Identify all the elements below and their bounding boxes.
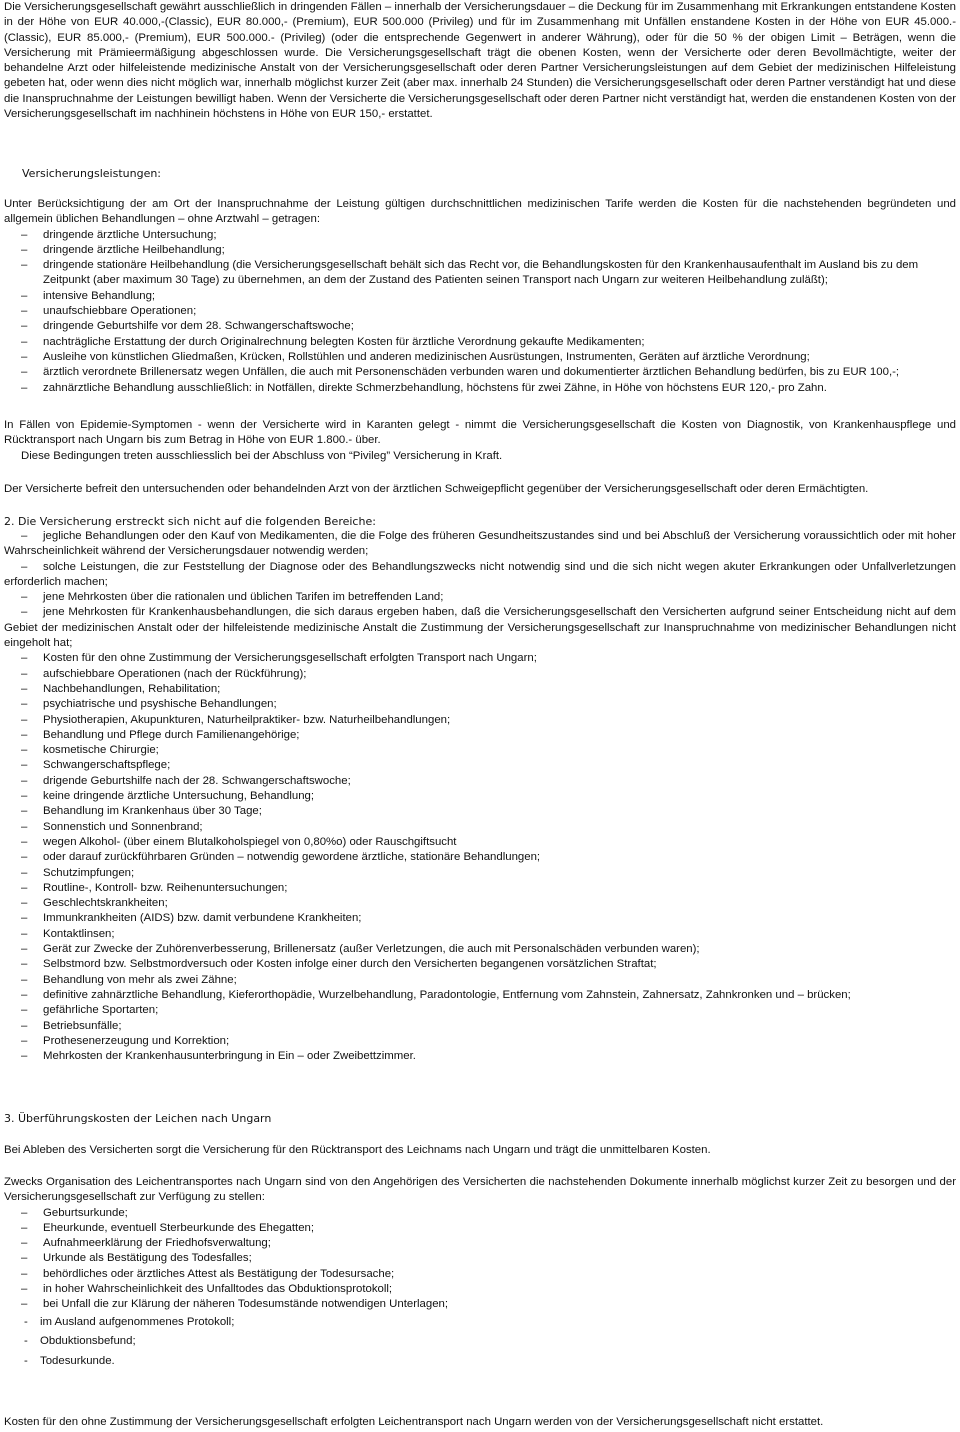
documents-section [4, 1175, 956, 1371]
list-item: - im Ausland aufgenommenes Protokoll; [4, 1313, 956, 1333]
exclusions-long-list [4, 529, 956, 651]
list-item: – zahnärztliche Behandlung ausschließlich: in Notfällen, direkte Schmerzbehandlung, höchstens für zwei Zähne, in Höhe von höchstens EUR 120,- pro Zahn. [4, 381, 956, 396]
list-item: – jegliche Behandlungen oder den Kauf von Medikamenten, die die Folge des früheren Gesundheitszustandes sind und bei Abschluß der Versicherung voraussichtlich oder mit hoher Wahrscheinlichkeit während der Versicherungsdauer notwendig werden; [4, 529, 956, 560]
list-item: – Mehrkosten der Krankenhausunterbringung in Ein – oder Zweibettzimmer. [4, 1049, 956, 1064]
list-item: – intensive Behandlung; [4, 289, 956, 304]
list-item: – Sonnenstich und Sonnenbrand; [4, 820, 956, 835]
list-item: – Ausleihe von künstlichen Gliedmaßen, Krücken, Rollstühlen und anderen medizinischen Ausrüstungen, Instrumenten, Geräten auf ärztliche Verordnung; [4, 350, 956, 365]
list-item: - Todesurkunde. [4, 1352, 956, 1372]
list-item: – Geburtsurkunde; [4, 1206, 956, 1221]
list-item: – dringende ärztliche Heilbehandlung; [4, 243, 956, 258]
list-item: – unaufschiebbare Operationen; [4, 304, 956, 319]
footer-note: Kosten für den ohne Zustimmung der Versicherungsgesellschaft erfolgten Leichentransport nach Ungarn werden von der Versicherungsgesellschaft nicht erstattet. [4, 1416, 824, 1428]
list-item: – gefährliche Sportarten; [4, 1003, 956, 1018]
list-item: – jene Mehrkosten über die rationalen und üblichen Tarifen im betreffenden Land; [4, 590, 956, 605]
list-item: – wegen Alkohol- (über einem Blutalkoholspiegel von 0,80%o) oder Rauschgiftsucht [4, 835, 956, 850]
list-item: – solche Leistungen, die zur Feststellung der Diagnose oder des Behandlungszwecks nicht notwendig sind und die sich nicht wegen akuter Erkrankungen oder Unfallverletzungen erforderlich machen; [4, 560, 956, 591]
intro-paragraph: Die Versicherungsgesellschaft gewährt ausschließlich in dringenden Fällen – innerhalb der Versicherungsdauer – die Deckung für im Zusammenhang mit Erkrankungen entstandene Kosten in der Höhe von EUR 40.000,-(Classic), EUR 80.000,- (Premium), EUR 500.000 (Privileg) und für im Zusammenhang mit Unfällen enstandene Kosten in der Höhe von EUR 45.000.- (Classic), EUR 85.000,- (Premium), EUR 500.000.- (Privileg) (oder die entsprechende Gegenwert in anderer Währung), oder für die 50 % der obigen Limit – Beträgen, wenn die Versicherung mit Prämieermäßigung abgeschlossen wurde. Die Versicherungsgesellschaft trägt die obenen Kosten, wenn der Versicherte oder deren Bevollmächtigte, weiter der behandelne Arzt oder hilfeleistende medizinische Anstalt von der Versicherungsgesellschaft oder deren Partner Versicherungsleistungen auf dem Gebiet der medizinischen Hilfeleistung gebeten hat, oder wenn dies nicht möglich war, innerhalb möglichst kurzer Zeit (aber max. innerhalb 24 Stunden) die Versicherungsgesellschaft oder deren Partner verständigt hat und diese die Inanspruchnahme der Leistungen bewilligt haben. Wenn der Versicherte die Versicherungsgesellschaft oder deren Partner nicht verständigt hat, werden die enstandenen Kosten von der Versicherungsgesellschaft im nachhinein höchstens in Höhe von EUR 150,- erstattet. [4, 1, 956, 121]
list-item: – jene Mehrkosten für Krankenhausbehandlungen, die sich daraus ergeben haben, daß die Versicherungsgesellschaft den Versicherten aufgrund seiner Entscheidung nicht auf dem Gebiet der medizinischen Anstalt oder der hilfeleistende medizinische Anstalt die Zustimmung der Versicherungsgesellschaft zur Inanspruchnahme von medizinischer Behandlungen nicht eingeholt hat; [4, 605, 956, 651]
epidemic-section [4, 418, 956, 464]
list-item: – nachträgliche Erstattung der durch Originalrechnung belegten Kosten für ärztliche Verordnung gekaufte Medikamenten; [4, 335, 956, 350]
list-item: – dringende stationäre Heilbehandlung (die Versicherungsgesellschaft behält sich das Recht vor, die Behandlungskosten für den Krankenhausaufenthalt im Ausland bis zu dem Zeitpunkt (aber maximum 30 Tage) zu übernehmen, an dem der Zustand des Patienten seinen Transport nach Ungarn zur weiteren Heilbehandlung zuläßt); [4, 258, 956, 289]
list-item: – Prothesenerzeugung und Korrektion; [4, 1034, 956, 1049]
list-item: – dringende ärztliche Untersuchung; [4, 228, 956, 243]
list-item: – Gerät zur Zwecke der Zuhörenverbesserung, Brillenersatz (außer Verletzungen, die auch mit Personalschäden verbunden waren); [4, 942, 956, 957]
list-item: - Obduktionsbefund; [4, 1332, 956, 1352]
benefits-lead: Unter Berücksichtigung der am Ort der Inanspruchnahme der Leistung gültigen durchschnittlichen medizinischen Tarife werden die Kosten für die nachstehenden begründeten und allgemein üblichen Behandlungen – ohne Arztwahl – getragen: [4, 198, 956, 226]
documents-list [4, 1206, 956, 1313]
epidemic-note: Diese Bedingungen treten ausschliesslich bei der Abschluss von “Pivileg” Versicherung in Kraft. [21, 449, 503, 462]
list-item: – definitive zahnärztliche Behandlung, Kieferorthopädie, Wurzelbehandlung, Paradontologie, Entfernung vom Zahnstein, Zahnersatz, Zahnkronken und – brücken; [4, 988, 956, 1003]
list-item: – aufschiebbare Operationen (nach der Rückführung); [4, 667, 956, 682]
list-item: – oder darauf zurückführbaren Gründen – notwendig gewordene ärztliche, stationäre Behandlungen; [4, 850, 956, 865]
list-item: – Selbstmord bzw. Selbstmordversuch oder Kosten infolge einer durch den Versicherten begangenen vorsätzlichen Straftat; [4, 957, 956, 972]
list-item: – psychiatrische und psyshische Behandlungen; [4, 697, 956, 712]
benefits-heading: Versicherungsleistungen: [22, 167, 162, 180]
list-item: – Routline-, Kontroll- bzw. Reihenuntersuchungen; [4, 881, 956, 896]
exclusions-section [4, 529, 956, 1064]
list-item: – Immunkrankheiten (AIDS) bzw. damit verbundene Krankheiten; [4, 911, 956, 926]
list-item: – dringende Geburtshilfe vor dem 28. Schwangerschaftswoche; [4, 319, 956, 334]
benefits-section [4, 197, 956, 396]
list-item: – Eheurkunde, eventuell Sterbeurkunde des Ehegatten; [4, 1221, 956, 1236]
list-item: – Behandlung und Pflege durch Familienangehörige; [4, 728, 956, 743]
list-item: – drigende Geburtshilfe nach der 28. Schwangerschaftswoche; [4, 774, 956, 789]
list-item: – Urkunde als Bestätigung des Todesfalles; [4, 1251, 956, 1266]
documents-lead: Zwecks Organisation des Leichentransportes nach Ungarn sind von den Angehörigen des Versicherten die nachstehenden Dokumente innerhalb möglichst kurzer Zeit zu besorgen und der Versicherungsgesellschaft zur Verfügung zu stellen: [4, 1176, 956, 1204]
transfer-paragraph: Bei Ableben des Versicherten sorgt die Versicherung für den Rücktransport des Leichnams nach Ungarn und trägt die unmittelbaren Kosten. [4, 1144, 711, 1156]
list-item: – Schwangerschaftspflege; [4, 758, 956, 773]
list-item: – in hoher Wahrscheinlichkeit des Unfalltodes das Obduktionsprotokoll; [4, 1282, 956, 1297]
list-item: – Geschlechtskrankheiten; [4, 896, 956, 911]
exclusions-heading: 2. Die Versicherung erstreckt sich nicht auf die folgenden Bereiche: [4, 515, 376, 528]
list-item: – bei Unfall die zur Klärung der näheren Todesumstände notwendigen Unterlagen; [4, 1297, 956, 1312]
list-item: – Behandlung im Krankenhaus über 30 Tage; [4, 804, 956, 819]
list-item: – Aufnahmeerklärung der Friedhofsverwaltung; [4, 1236, 956, 1251]
exclusions-list [4, 651, 956, 1064]
documents-abroad-list [4, 1313, 956, 1372]
list-item: – Physiotherapien, Akupunkturen, Naturheilpraktiker- bzw. Naturheilbehandlungen; [4, 713, 956, 728]
list-item: – Betriebsunfälle; [4, 1019, 956, 1034]
list-item: – Kontaktlinsen; [4, 927, 956, 942]
transfer-heading: 3. Überführungskosten der Leichen nach Ungarn [4, 1112, 272, 1125]
list-item: – keine dringende ärztliche Untersuchung, Behandlung; [4, 789, 956, 804]
list-item: – Schutzimpfungen; [4, 866, 956, 881]
list-item: – kosmetische Chirurgie; [4, 743, 956, 758]
list-item: – Kosten für den ohne Zustimmung der Versicherungsgesellschaft erfolgten Transport nach Ungarn; [4, 651, 956, 666]
benefits-list [4, 228, 956, 396]
list-item: – behördliches oder ärztliches Attest als Bestätigung der Todesursache; [4, 1267, 956, 1282]
list-item: – ärztlich verordnete Brillenersatz wegen Unfällen, die auch mit Personenschäden verbunden waren und dokumentierter ärztlichen Behandlung bedürfen, bis zu EUR 100,-; [4, 365, 956, 380]
confidentiality-paragraph: Der Versicherte befreit den untersuchenden oder behandelnden Arzt von der ärztlichen Schweigepflicht gegenüber der Versicherungsgesellschaft oder deren Ermächtigten. [4, 483, 869, 495]
epidemic-paragraph: In Fällen von Epidemie-Symptomen - wenn der Versicherte wird in Karanten gelegt - nimmt die Versicherungsgesellschaft die Kosten von Diagnostik, von Krankenhauspflege und Rücktransport nach Ungarn bis zum Betrag in Höhe von EUR 1.800.- über. [4, 419, 956, 447]
list-item: – Behandlung von mehr als zwei Zähne; [4, 973, 956, 988]
list-item: – Nachbehandlungen, Rehabilitation; [4, 682, 956, 697]
